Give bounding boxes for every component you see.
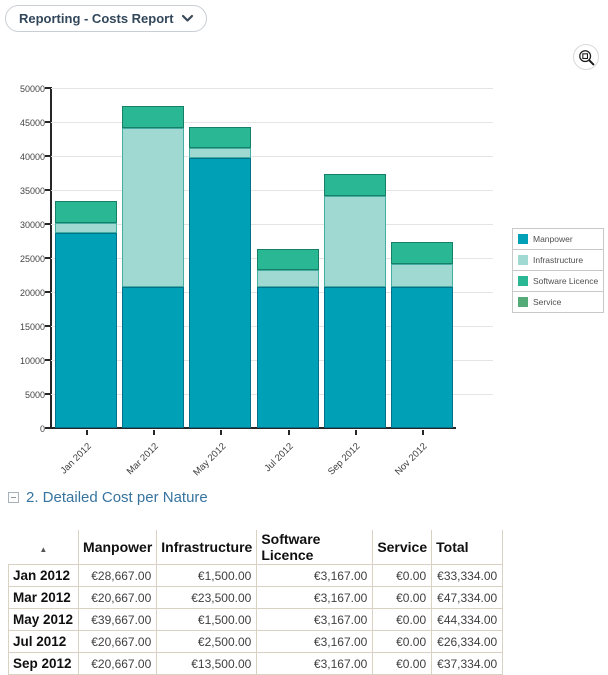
- legend-label: Service: [533, 297, 562, 307]
- bar-segment-manpower[interactable]: [324, 287, 386, 428]
- stacked-cost-chart: [0, 75, 608, 487]
- y-axis-tick: [45, 359, 50, 361]
- y-axis-tick-label: 5000: [24, 390, 45, 400]
- y-axis-tick: [45, 189, 50, 191]
- row-label: May 2012: [9, 609, 79, 631]
- bar-segment-software-licence[interactable]: [189, 127, 251, 149]
- column-header-total[interactable]: Total: [432, 530, 503, 565]
- gridline: [51, 88, 493, 89]
- column-header-service[interactable]: Service: [373, 530, 432, 565]
- table-cell: €0.00: [373, 609, 432, 631]
- y-axis-tick-label: 30000: [19, 220, 45, 230]
- gridline: [51, 156, 493, 157]
- y-axis-tick-label: 20000: [19, 288, 45, 298]
- row-label: Sep 2012: [9, 653, 79, 675]
- table-cell: €1,500.00: [157, 609, 257, 631]
- bar-segment-infrastructure[interactable]: [324, 196, 386, 288]
- magnifier-icon: [578, 49, 595, 66]
- x-axis-tick-label: Jan 2012: [58, 441, 94, 477]
- table-cell: €1,500.00: [157, 565, 257, 587]
- x-axis-tick-label: Jul 2012: [262, 441, 296, 475]
- table-cell: €39,667.00: [79, 609, 157, 631]
- y-axis-tick-label: 40000: [19, 152, 45, 162]
- report-selector-label: Reporting - Costs Report: [19, 11, 174, 26]
- bar-segment-manpower[interactable]: [391, 287, 453, 428]
- legend-item-infrastructure: [513, 250, 603, 271]
- bar-sep-2012[interactable]: [324, 174, 386, 428]
- bar-may-2012[interactable]: [189, 127, 251, 428]
- table-row-sep-2012: [9, 653, 503, 675]
- bar-segment-software-licence[interactable]: [55, 201, 117, 223]
- section-header-detailed-cost[interactable]: [8, 489, 208, 506]
- table-cell: €0.00: [373, 631, 432, 653]
- legend-item-software-licence: [513, 271, 603, 292]
- chart-plot-area: [51, 88, 493, 428]
- chart-legend: [512, 228, 604, 313]
- legend-swatch-infrastructure: [518, 255, 528, 265]
- table-cell: €3,167.00: [257, 565, 373, 587]
- legend-label: Infrastructure: [533, 255, 584, 265]
- x-axis-tick-label: Mar 2012: [124, 441, 161, 478]
- section-title: 2. Detailed Cost per Nature: [26, 489, 208, 506]
- collapse-section-icon[interactable]: [8, 492, 19, 503]
- x-axis-tick-label: Nov 2012: [393, 441, 430, 478]
- y-axis-tick: [45, 291, 50, 293]
- legend-label: Software Licence: [533, 276, 599, 286]
- gridline: [51, 122, 493, 123]
- legend-swatch-service: [518, 297, 528, 307]
- gridline: [51, 190, 493, 191]
- bar-segment-infrastructure[interactable]: [257, 270, 319, 287]
- table-cell: €0.00: [373, 565, 432, 587]
- y-axis-tick-label: 35000: [19, 186, 45, 196]
- table-cell: €20,667.00: [79, 631, 157, 653]
- table-cell: €2,500.00: [157, 631, 257, 653]
- bar-segment-manpower[interactable]: [189, 158, 251, 428]
- row-label: Mar 2012: [9, 587, 79, 609]
- table-row-mar-2012: [9, 587, 503, 609]
- y-axis: [0, 84, 45, 434]
- y-axis-tick: [45, 155, 50, 157]
- table-row-may-2012: [9, 609, 503, 631]
- table-cell: €20,667.00: [79, 653, 157, 675]
- table-cell: €13,500.00: [157, 653, 257, 675]
- bar-segment-software-licence[interactable]: [257, 249, 319, 271]
- row-label: Jan 2012: [9, 565, 79, 587]
- bar-nov-2012[interactable]: [391, 242, 453, 428]
- x-axis: [51, 432, 493, 487]
- table-cell: €3,167.00: [257, 653, 373, 675]
- y-axis-tick-label: 0: [39, 424, 45, 434]
- y-axis-tick-label: 45000: [19, 118, 45, 128]
- table-cell: €26,334.00: [432, 631, 503, 653]
- y-axis-tick-label: 15000: [19, 322, 45, 332]
- row-label-column-header[interactable]: [9, 530, 79, 565]
- table-row-jul-2012: [9, 631, 503, 653]
- legend-swatch-software-licence: [518, 276, 528, 286]
- bar-segment-infrastructure[interactable]: [391, 264, 453, 288]
- y-axis-tick-label: 25000: [19, 254, 45, 264]
- bar-segment-manpower[interactable]: [122, 287, 184, 428]
- table-cell: €0.00: [373, 653, 432, 675]
- column-header-software-licence[interactable]: Software Licence: [257, 530, 373, 565]
- y-axis-tick: [45, 325, 50, 327]
- table-cell: €44,334.00: [432, 609, 503, 631]
- table-cell: €20,667.00: [79, 587, 157, 609]
- x-axis-tick-label: Sep 2012: [326, 441, 363, 478]
- table-cell: €28,667.00: [79, 565, 157, 587]
- y-axis-tick: [45, 223, 50, 225]
- bar-segment-software-licence[interactable]: [391, 242, 453, 264]
- table-cell: €3,167.00: [257, 631, 373, 653]
- table-cell: €3,167.00: [257, 609, 373, 631]
- chart-zoom-button[interactable]: [573, 44, 599, 70]
- gridline: [51, 224, 493, 225]
- chevron-down-icon: [182, 15, 193, 22]
- bar-jan-2012[interactable]: [55, 201, 117, 428]
- y-axis-tick-label: 50000: [19, 84, 45, 94]
- table-cell: €3,167.00: [257, 587, 373, 609]
- bar-segment-infrastructure[interactable]: [122, 128, 184, 288]
- legend-label: Manpower: [533, 234, 573, 244]
- x-axis-tick-label: May 2012: [190, 441, 229, 479]
- bar-segment-infrastructure[interactable]: [55, 223, 117, 233]
- table-cell: €33,334.00: [432, 565, 503, 587]
- detailed-cost-table: [8, 530, 503, 675]
- column-header-infrastructure[interactable]: Infrastructure: [157, 530, 257, 565]
- table-row-jan-2012: [9, 565, 503, 587]
- y-axis-tick: [45, 121, 50, 123]
- legend-item-manpower: [513, 229, 603, 250]
- y-axis-tick: [45, 87, 50, 89]
- y-axis-tick: [45, 257, 50, 259]
- bar-mar-2012[interactable]: [122, 106, 184, 428]
- legend-item-service: [513, 292, 603, 312]
- report-selector-dropdown[interactable]: [5, 5, 207, 32]
- bar-segment-manpower[interactable]: [257, 287, 319, 428]
- table-cell: €47,334.00: [432, 587, 503, 609]
- bar-segment-software-licence[interactable]: [324, 174, 386, 196]
- bar-segment-manpower[interactable]: [55, 233, 117, 428]
- y-axis-tick: [45, 427, 50, 429]
- row-label: Jul 2012: [9, 631, 79, 653]
- table-header-row: [9, 530, 503, 565]
- bar-segment-software-licence[interactable]: [122, 106, 184, 128]
- column-header-manpower[interactable]: Manpower: [79, 530, 157, 565]
- bar-jul-2012[interactable]: [257, 249, 319, 428]
- table-cell: €0.00: [373, 587, 432, 609]
- table-cell: €37,334.00: [432, 653, 503, 675]
- y-axis-tick-label: 10000: [19, 356, 45, 366]
- table-cell: €23,500.00: [157, 587, 257, 609]
- sort-asc-icon[interactable]: ▲: [39, 545, 48, 554]
- legend-swatch-manpower: [518, 234, 528, 244]
- y-axis-tick: [45, 393, 50, 395]
- bar-segment-infrastructure[interactable]: [189, 148, 251, 158]
